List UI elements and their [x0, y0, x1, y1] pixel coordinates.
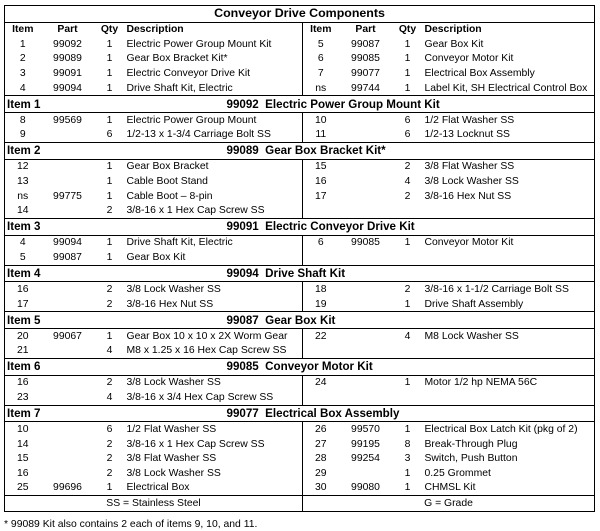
- table-row: [5, 282, 595, 297]
- cell-part: [339, 174, 393, 189]
- cell-qty: 1: [404, 377, 411, 389]
- cell-qty: 4: [404, 330, 411, 342]
- section-kit-title: 99085 Conveyor Motor Kit: [95, 359, 595, 376]
- cell-item: 8: [5, 112, 41, 127]
- cell-qty: [393, 250, 423, 265]
- col-header-item: Item: [303, 22, 339, 37]
- cell-description: [423, 390, 595, 405]
- cell-description: 1/2-13 Locknut SS: [423, 128, 595, 143]
- cell-description: Cable Boot Stand: [126, 176, 208, 188]
- cell-item: 24: [303, 375, 339, 390]
- cell-item: 4: [5, 235, 41, 250]
- cell-description: 1/2 Flat Washer SS: [126, 424, 217, 436]
- section-kit-title: 99087 Gear Box Kit: [95, 312, 595, 329]
- cell-item: 22: [303, 328, 339, 343]
- cell-qty: 4: [404, 176, 411, 188]
- cell-description: 3/8-16 Hex Nut SS: [126, 298, 214, 310]
- table-row: [5, 189, 595, 204]
- cell-item: 16: [5, 466, 41, 481]
- cell-description: Electric Power Group Mount Kit: [126, 38, 272, 50]
- section-header-row: [5, 143, 595, 160]
- cell-qty: 1: [404, 82, 411, 94]
- cell-qty: 6: [106, 424, 113, 436]
- table-row: [5, 81, 595, 96]
- cell-description: Electric Power Group Mount: [126, 114, 257, 126]
- section-header-row: [5, 265, 595, 282]
- table-row: [5, 451, 595, 466]
- cell-item: 5: [303, 37, 339, 52]
- cell-part: [41, 422, 95, 437]
- table-row: [5, 422, 595, 437]
- cell-item: 16: [303, 174, 339, 189]
- cell-qty: 1: [404, 482, 411, 494]
- cell-item: [303, 390, 339, 405]
- cell-item: 11: [303, 128, 339, 143]
- cell-qty: 1: [404, 424, 411, 436]
- cell-part: 99077: [351, 68, 380, 80]
- cell-part: [41, 128, 95, 143]
- cell-qty: 1: [404, 68, 411, 80]
- cell-item: 23: [5, 390, 41, 405]
- cell-part: [41, 375, 95, 390]
- cell-part: [339, 189, 393, 204]
- cell-qty: 1: [106, 38, 113, 50]
- cell-description: Drive Shaft Kit, Electric: [126, 82, 233, 94]
- section-header-row: [5, 312, 595, 329]
- cell-qty: [393, 344, 423, 359]
- cell-item: ns: [303, 81, 339, 96]
- column-header-row: [5, 22, 595, 37]
- cell-description: Break-Through Plug: [423, 437, 595, 452]
- col-header-description: Description: [423, 22, 595, 37]
- section-item-label: Item 3: [5, 219, 95, 236]
- cell-description: CHMSL Kit: [423, 481, 595, 496]
- cell-item: 6: [303, 235, 339, 250]
- cell-part: 99775: [53, 190, 82, 202]
- cell-item: 13: [5, 174, 41, 189]
- cell-qty: 2: [404, 190, 411, 202]
- table-row: [5, 375, 595, 390]
- cell-qty: 2: [404, 284, 411, 296]
- section-kit-title: 99091 Electric Conveyor Drive Kit: [95, 219, 595, 236]
- cell-part: 99092: [53, 38, 82, 50]
- cell-part: [41, 297, 95, 312]
- cell-qty: 6: [404, 114, 411, 126]
- cell-part: 99087: [351, 38, 380, 50]
- cell-description: Gear Box Kit: [423, 37, 595, 52]
- col-header-qty: Qty: [100, 24, 119, 36]
- cell-description: Conveyor Motor Kit: [423, 235, 595, 250]
- table-row: [5, 328, 595, 343]
- cell-part: [339, 375, 393, 390]
- cell-qty: 1: [106, 53, 113, 65]
- cell-description: Conveyor Motor Kit: [423, 52, 595, 67]
- cell-item: 9: [5, 128, 41, 143]
- legend-grade: G = Grade: [303, 496, 595, 511]
- cell-part: 99085: [351, 237, 380, 249]
- cell-part: [339, 328, 393, 343]
- cell-item: 16: [5, 375, 41, 390]
- cell-part: [339, 203, 393, 218]
- cell-part: 99085: [351, 53, 380, 65]
- cell-qty: 2: [106, 453, 113, 465]
- cell-qty: 2: [404, 161, 411, 173]
- cell-description: Gear Box Bracket: [126, 161, 209, 173]
- cell-part: [41, 390, 95, 405]
- table-row: [5, 203, 595, 218]
- cell-qty: 1: [106, 114, 113, 126]
- cell-item: 14: [5, 203, 41, 218]
- table-title: Conveyor Drive Components: [5, 6, 595, 23]
- cell-item: 12: [5, 159, 41, 174]
- section-item-label: Item 5: [5, 312, 95, 329]
- table-row: [5, 481, 595, 496]
- cell-description: M8 x 1.25 x 16 Hex Cap Screw SS: [126, 345, 287, 357]
- table-row: [5, 344, 595, 359]
- cell-qty: 1: [106, 190, 113, 202]
- cell-qty: 2: [106, 467, 113, 479]
- cell-part: [339, 390, 393, 405]
- cell-item: 15: [5, 451, 41, 466]
- cell-qty: 2: [106, 205, 113, 217]
- section-header-row: [5, 219, 595, 236]
- cell-part: 99195: [351, 438, 380, 450]
- cell-qty: 4: [106, 391, 113, 403]
- cell-description: 3/8-16 x 1 Hex Cap Screw SS: [126, 438, 265, 450]
- col-header-part: Part: [355, 24, 376, 36]
- cell-description: 3/8 Flat Washer SS: [126, 453, 217, 465]
- cell-description: Electrical Box Latch Kit (pkg of 2): [423, 422, 595, 437]
- cell-qty: 8: [404, 438, 411, 450]
- cell-part: 99744: [351, 82, 380, 94]
- table-row: [5, 112, 595, 127]
- table-row: [5, 37, 595, 52]
- section-kit-title: 99092 Electric Power Group Mount Kit: [95, 96, 595, 113]
- cell-item: 17: [5, 297, 41, 312]
- legend-row: [5, 496, 595, 511]
- cell-description: Electric Conveyor Drive Kit: [126, 68, 251, 80]
- cell-part: [339, 159, 393, 174]
- cell-description: 3/8-16 x 1 Hex Cap Screw SS: [126, 205, 265, 217]
- table-row: [5, 174, 595, 189]
- section-header-row: [5, 405, 595, 422]
- cell-description: 3/8 Lock Washer SS: [423, 174, 595, 189]
- cell-description: Electrical Box Assembly: [423, 66, 595, 81]
- cell-qty: 1: [404, 237, 411, 249]
- cell-qty: 6: [106, 129, 113, 141]
- cell-qty: 1: [106, 161, 113, 173]
- cell-part: 99570: [351, 424, 380, 436]
- cell-part: 99254: [351, 453, 380, 465]
- section-item-label: Item 4: [5, 265, 95, 282]
- col-header-part: Part: [57, 24, 78, 36]
- cell-description: Electrical Box: [126, 482, 190, 494]
- cell-part: [41, 203, 95, 218]
- cell-qty: 2: [106, 298, 113, 310]
- cell-part: [339, 282, 393, 297]
- cell-item: 16: [5, 282, 41, 297]
- cell-description: Motor 1/2 hp NEMA 56C: [423, 375, 595, 390]
- table-row: [5, 52, 595, 67]
- cell-part: [339, 466, 393, 481]
- cell-qty: 1: [404, 467, 411, 479]
- cell-description: Gear Box Kit: [126, 251, 186, 263]
- section-header-row: [5, 359, 595, 376]
- cell-item: 26: [303, 422, 339, 437]
- cell-part: [41, 437, 95, 452]
- cell-item: 21: [5, 344, 41, 359]
- cell-description: 3/8-16 Hex Nut SS: [423, 189, 595, 204]
- col-header-description: Description: [126, 24, 184, 36]
- cell-item: 28: [303, 451, 339, 466]
- cell-part: [339, 250, 393, 265]
- table-row: [5, 235, 595, 250]
- cell-description: Drive Shaft Assembly: [423, 297, 595, 312]
- cell-description: 3/8-16 x 1-1/2 Carriage Bolt SS: [423, 282, 595, 297]
- table-row: [5, 390, 595, 405]
- cell-item: 14: [5, 437, 41, 452]
- cell-item: 29: [303, 466, 339, 481]
- cell-part: 99094: [53, 82, 82, 94]
- cell-part: [41, 466, 95, 481]
- section-item-label: Item 2: [5, 143, 95, 160]
- cell-item: [303, 250, 339, 265]
- table-row: [5, 159, 595, 174]
- cell-qty: 3: [404, 453, 411, 465]
- legend-stainless-steel: SS = Stainless Steel: [5, 496, 303, 511]
- cell-part: 99696: [53, 482, 82, 494]
- cell-part: [41, 282, 95, 297]
- cell-description: Gear Box 10 x 10 x 2X Worm Gear: [126, 330, 288, 342]
- cell-item: 6: [303, 52, 339, 67]
- cell-qty: 1: [106, 68, 113, 80]
- cell-description: [423, 203, 595, 218]
- cell-part: [41, 344, 95, 359]
- cell-part: [339, 112, 393, 127]
- cell-item: ns: [5, 189, 41, 204]
- cell-item: 17: [303, 189, 339, 204]
- cell-qty: 1: [106, 251, 113, 263]
- cell-item: 4: [5, 81, 41, 96]
- cell-qty: 1: [106, 82, 113, 94]
- section-kit-title: 99094 Drive Shaft Kit: [95, 265, 595, 282]
- cell-description: Gear Box Bracket Kit*: [126, 53, 228, 65]
- cell-qty: 1: [404, 38, 411, 50]
- conveyor-drive-components-table: [4, 5, 595, 512]
- cell-part: 99091: [53, 68, 82, 80]
- cell-description: Drive Shaft Kit, Electric: [126, 237, 233, 249]
- cell-description: 3/8 Lock Washer SS: [126, 377, 221, 389]
- cell-part: 99087: [53, 251, 82, 263]
- cell-qty: 1: [106, 176, 113, 188]
- cell-description: 1/2 Flat Washer SS: [423, 112, 595, 127]
- cell-description: 3/8 Flat Washer SS: [423, 159, 595, 174]
- cell-description: Label Kit, SH Electrical Control Box: [423, 81, 595, 96]
- cell-item: 27: [303, 437, 339, 452]
- cell-description: Cable Boot – 8-pin: [126, 190, 213, 202]
- cell-qty: 6: [404, 129, 411, 141]
- cell-item: 2: [5, 52, 41, 67]
- cell-qty: 1: [404, 53, 411, 65]
- cell-item: 3: [5, 66, 41, 81]
- cell-part: 99569: [53, 114, 82, 126]
- cell-qty: 2: [106, 284, 113, 296]
- cell-item: 1: [5, 37, 41, 52]
- table-row: [5, 66, 595, 81]
- col-header-item: Item: [5, 22, 41, 37]
- cell-description: 3/8 Lock Washer SS: [126, 467, 221, 479]
- cell-part: 99067: [53, 330, 82, 342]
- cell-item: [303, 203, 339, 218]
- section-item-label: Item 7: [5, 405, 95, 422]
- cell-qty: 1: [404, 298, 411, 310]
- cell-qty: 2: [106, 377, 113, 389]
- cell-item: 18: [303, 282, 339, 297]
- cell-item: 25: [5, 481, 41, 496]
- cell-description: 1/2-13 x 1-3/4 Carriage Bolt SS: [126, 129, 271, 141]
- table-title-row: [5, 6, 595, 23]
- cell-description: 3/8 Lock Washer SS: [126, 284, 221, 296]
- cell-description: M8 Lock Washer SS: [423, 328, 595, 343]
- table-row: [5, 437, 595, 452]
- table-row: [5, 250, 595, 265]
- cell-description: [423, 344, 595, 359]
- cell-part: [339, 297, 393, 312]
- cell-item: 10: [303, 112, 339, 127]
- cell-part: 99080: [351, 482, 380, 494]
- cell-qty: 1: [106, 330, 113, 342]
- cell-item: 15: [303, 159, 339, 174]
- footnote: * 99089 Kit also contains 2 each of items 9, 10, and 11.: [4, 519, 258, 530]
- cell-part: [41, 451, 95, 466]
- cell-part: [41, 159, 95, 174]
- cell-description: 3/8-16 x 3/4 Hex Cap Screw SS: [126, 391, 274, 403]
- section-item-label: Item 1: [5, 96, 95, 113]
- cell-item: 10: [5, 422, 41, 437]
- cell-qty: [393, 203, 423, 218]
- cell-item: [303, 344, 339, 359]
- section-header-row: [5, 96, 595, 113]
- cell-item: 19: [303, 297, 339, 312]
- cell-part: [339, 128, 393, 143]
- cell-description: [423, 250, 595, 265]
- cell-part: 99089: [53, 53, 82, 65]
- cell-part: [339, 344, 393, 359]
- cell-item: 7: [303, 66, 339, 81]
- cell-qty: 1: [106, 482, 113, 494]
- section-item-label: Item 6: [5, 359, 95, 376]
- cell-qty: 4: [106, 345, 113, 357]
- table-row: [5, 128, 595, 143]
- cell-qty: [393, 390, 423, 405]
- cell-qty: 1: [106, 237, 113, 249]
- cell-item: 20: [5, 328, 41, 343]
- cell-item: 5: [5, 250, 41, 265]
- table-row: [5, 466, 595, 481]
- cell-part: 99094: [53, 237, 82, 249]
- cell-description: Switch, Push Button: [423, 451, 595, 466]
- cell-part: [41, 174, 95, 189]
- cell-qty: 2: [106, 438, 113, 450]
- section-kit-title: 99077 Electrical Box Assembly: [95, 405, 595, 422]
- col-header-qty: Qty: [398, 24, 417, 36]
- table-row: [5, 297, 595, 312]
- section-kit-title: 99089 Gear Box Bracket Kit*: [95, 143, 595, 160]
- cell-description: 0.25 Grommet: [423, 466, 595, 481]
- cell-item: 30: [303, 481, 339, 496]
